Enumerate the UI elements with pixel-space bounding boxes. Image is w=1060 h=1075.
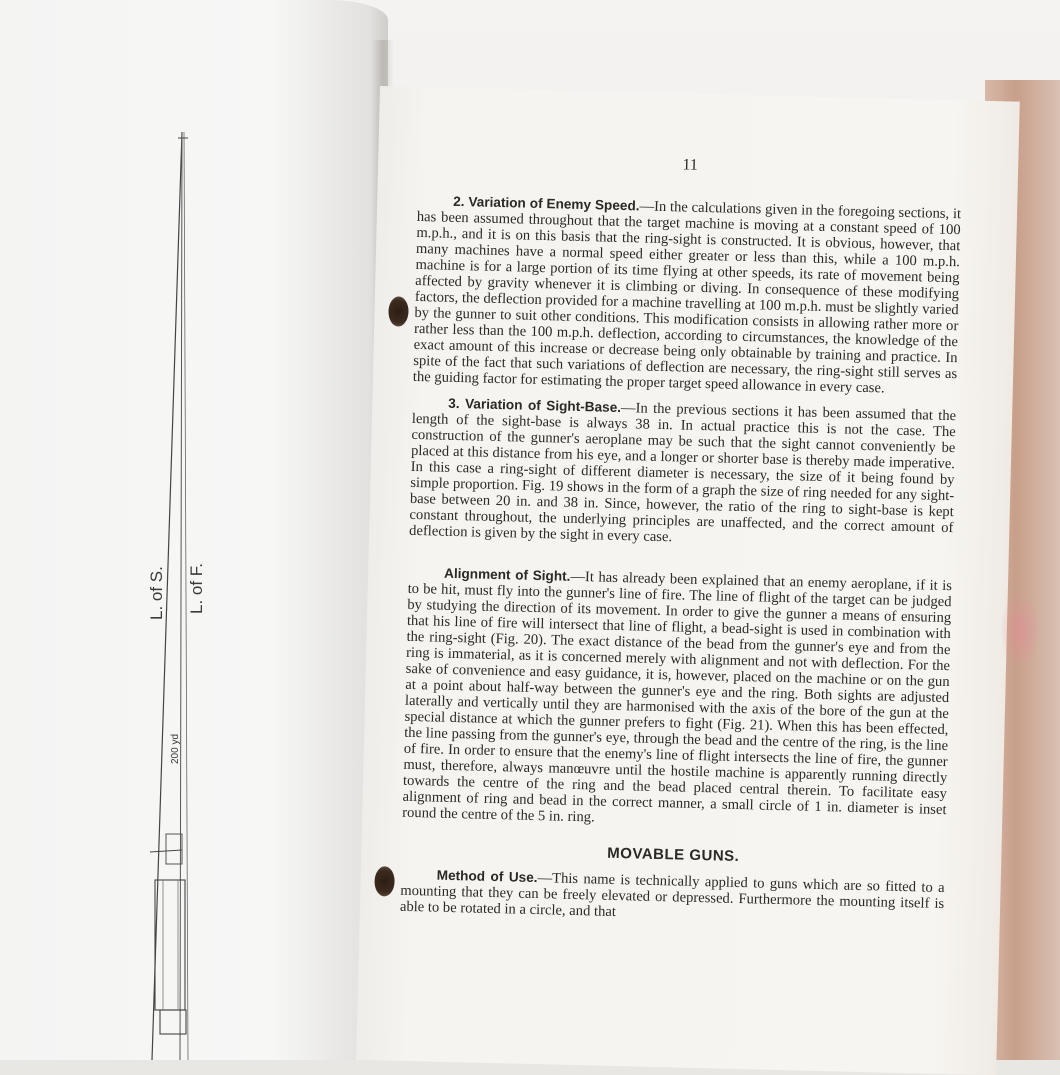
paragraph-body: —In the previous sections it has been assumed that the length of the sight-base is always 38 in. In actual practice this is not the case. The construction of the gunner's aeroplane may be such that the sight cannot conveniently be placed at this distance from his eye, and a longer or shorter base is thereby made imperative. In this case a ring-sight of different diameter is necessary, the size of it being found by simple proportion. Fig. 19 shows in the form of a graph the size of ring needed for any sight-base between 20 in. and 38 in. Since, however, the ratio of the ring to sight-base is kept constant throughout, the underlying principles are unaffected, and the correct amount of deflection is given by the sight in every case. [408,399,957,546]
paragraph-alignment [402,565,952,834]
paragraph-heading: 2. Variation of Enemy Speed. [453,193,640,214]
paragraph-heading: Method of Use. [436,867,538,886]
sketch-label-lof: L. of F. [187,562,206,614]
binding-hole-upper [388,296,409,326]
paragraph-method-of-use [400,867,945,928]
page-number: 11 [682,156,699,174]
binding-hole-lower [374,866,395,896]
right-page [356,86,1020,1075]
paragraph-body: —In the calculations given in the foregoing sections, it has been assumed throughout that the target machine is moving at a constant speed of 100 m.p.h., and it is on this basis that the ring-sight is constructed. It is obvious, however, that many machines have a normal speed either greater or less than this, while a 100 m.p.h. machine is for a large portion of its time flying at other speeds, its rate of movement being affected by gravity whenever it is climbing or diving. In consequence of these modifying factors, the deflection provided for a machine travelling at 100 m.p.h. must be slightly varied by the gunner to suit other conditions. This modification consists in allowing rather more or rather less than the 100 m.p.h. deflection, according to circumstances, the knowledge of the exact amount of this increase or decrease being only obtainable by training and practice. In spite of the fact that such variations of deflection are necessary, the ring-sight still serves as the guiding factor for estimating the proper target speed allowance in every case. [412,198,962,397]
line-of-sight-sketch [0,0,388,1060]
gun-stock [160,1010,186,1034]
paragraph-enemy-speed [413,193,962,398]
section-title: MOVABLE GUNS. [607,844,740,866]
sketch-label-los: L. of S. [147,566,166,620]
sketch-label-distance: 200 yd [170,733,181,764]
gun-breech [166,834,182,864]
paragraph-heading: Alignment of Sight. [443,565,571,584]
paragraph-body: —This name is technically applied to guns which are so fitted to a mounting that they can be freely elevated or depressed. Furthermore the mounting itself is able to be rotated in a circle, and that [399,870,945,921]
left-page [0,0,388,1060]
paragraph-body: —It has already been explained that an enemy aeroplane, if it is to be hit, must fly into the gunner's line of fire. The line of flight of the target can be judged by studying the direction of its movement. In order to give the gunner a means of ensuring that his line of fire will intersect that line of flight, a bead-sight is used in combination with the ring-sight (Fig. 20). The exact distance of the bead from the gunner's eye and from the ring is immaterial, as it is concerned merely with alignment and not with deflection. For the sake of convenience and easy guidance, it is, however, placed on the machine or on the gun at a point about half-way between the gunner's eye and the ring. Both sights are adjusted laterally and vertically until they are harmonised with the axis of the bore of the gun at the special distance at which the gunner prefers to fight (Fig. 21). When this has been effected, the line passing from the gunner's eye, through the bead and the centre of the ring, is the line of fire. In order to ensure that the enemy's line of flight intersects the line of fire, the gunner must, therefore, always manœuvre until the hostile machine is apparently running directly towards the centre of the ring and the bead placed central therein. To facilitate easy alignment of ring and bead in the correct manner, a small circle of 1 in. diameter is inset round the centre of the 5 in. ring. [402,568,953,826]
paragraph-heading: 3. Variation of Sight-Base. [448,395,622,415]
fire-line [180,132,182,1060]
page-stain [1000,590,1040,670]
paragraph-sight-base [409,395,956,552]
page-text [400,151,963,938]
